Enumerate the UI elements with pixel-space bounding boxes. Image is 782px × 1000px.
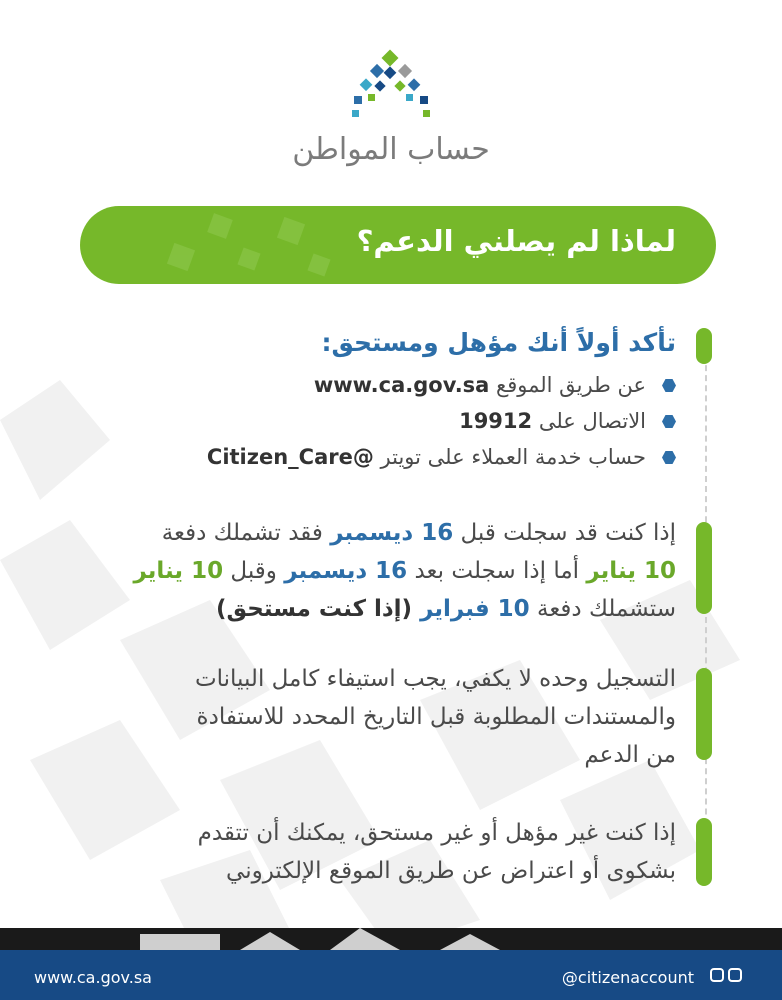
hexagon-bullet-icon [662, 415, 676, 428]
eligibility-heading: تأكد أولاً أنك مؤهل ومستحق: [321, 328, 676, 357]
registration-dates-section [133, 514, 676, 628]
paragraph-line [133, 514, 676, 552]
paragraph-line [133, 552, 676, 590]
twitter-handle[interactable]: @Citizen_Care [206, 445, 374, 469]
logo-text: حساب المواطن [292, 132, 490, 167]
paragraph-line: بشكوى أو اعتراض عن طريق الموقع الإلكتروني [226, 858, 676, 884]
footer-social-handle[interactable]: @citizenaccount [561, 968, 694, 987]
citizen-account-logo-icon [346, 48, 436, 124]
timeline-line [705, 355, 707, 875]
complaint-section [198, 814, 676, 890]
list-item-text: حساب خدمة العملاء على تويتر [373, 445, 646, 469]
timeline-marker [696, 522, 712, 614]
date-highlight: 16 ديسمبر [330, 520, 454, 546]
text: أما إذا سجلت بعد [407, 558, 587, 584]
timeline-marker [696, 668, 712, 760]
footer [0, 928, 782, 1000]
list-item-text: الاتصال على [532, 409, 646, 433]
list-item [207, 403, 676, 439]
date-highlight: 10 فبراير [420, 596, 530, 622]
hexagon-bullet-icon [662, 379, 676, 392]
list-item [207, 367, 676, 403]
text: فقد تشملك دفعة [161, 520, 331, 546]
text: ستشملك دفعة [529, 596, 676, 622]
logo [0, 48, 782, 167]
twitter-icon[interactable] [710, 968, 724, 982]
social-icons [710, 968, 742, 982]
paragraph-line: من الدعم [584, 742, 676, 768]
text: إذا كنت قد سجلت قبل [453, 520, 676, 546]
phone-number[interactable]: 19912 [459, 409, 533, 433]
timeline-marker [696, 818, 712, 886]
list-item-text: عن طريق الموقع [489, 373, 646, 397]
banner-pattern [150, 206, 350, 284]
title-banner [80, 206, 716, 284]
paragraph-line: والمستندات المطلوبة قبل التاريخ المحدد للاستفادة [196, 704, 676, 730]
text: (إذا كنت مستحق) [216, 596, 421, 622]
list-item [207, 439, 676, 475]
text: وقبل [223, 558, 285, 584]
date-highlight: 10 يناير [586, 558, 676, 584]
banner-title: لماذا لم يصلني الدعم؟ [356, 224, 676, 258]
timeline-marker [696, 328, 712, 364]
requirements-section [195, 660, 676, 774]
paragraph-line [133, 590, 676, 628]
eligibility-list [207, 367, 676, 475]
paragraph-line: إذا كنت غير مؤهل أو غير مستحق، يمكنك أن تتقدم [197, 820, 676, 846]
eligibility-section [207, 328, 676, 475]
footer-website-link[interactable]: www.ca.gov.sa [34, 968, 152, 987]
date-highlight: 16 ديسمبر [284, 558, 408, 584]
website-link[interactable]: www.ca.gov.sa [313, 373, 490, 397]
snapchat-icon[interactable] [728, 968, 742, 982]
paragraph-line: التسجيل وحده لا يكفي، يجب استيفاء كامل البيانات [194, 666, 676, 692]
date-highlight: 10 يناير [133, 558, 224, 584]
hexagon-bullet-icon [662, 451, 676, 464]
